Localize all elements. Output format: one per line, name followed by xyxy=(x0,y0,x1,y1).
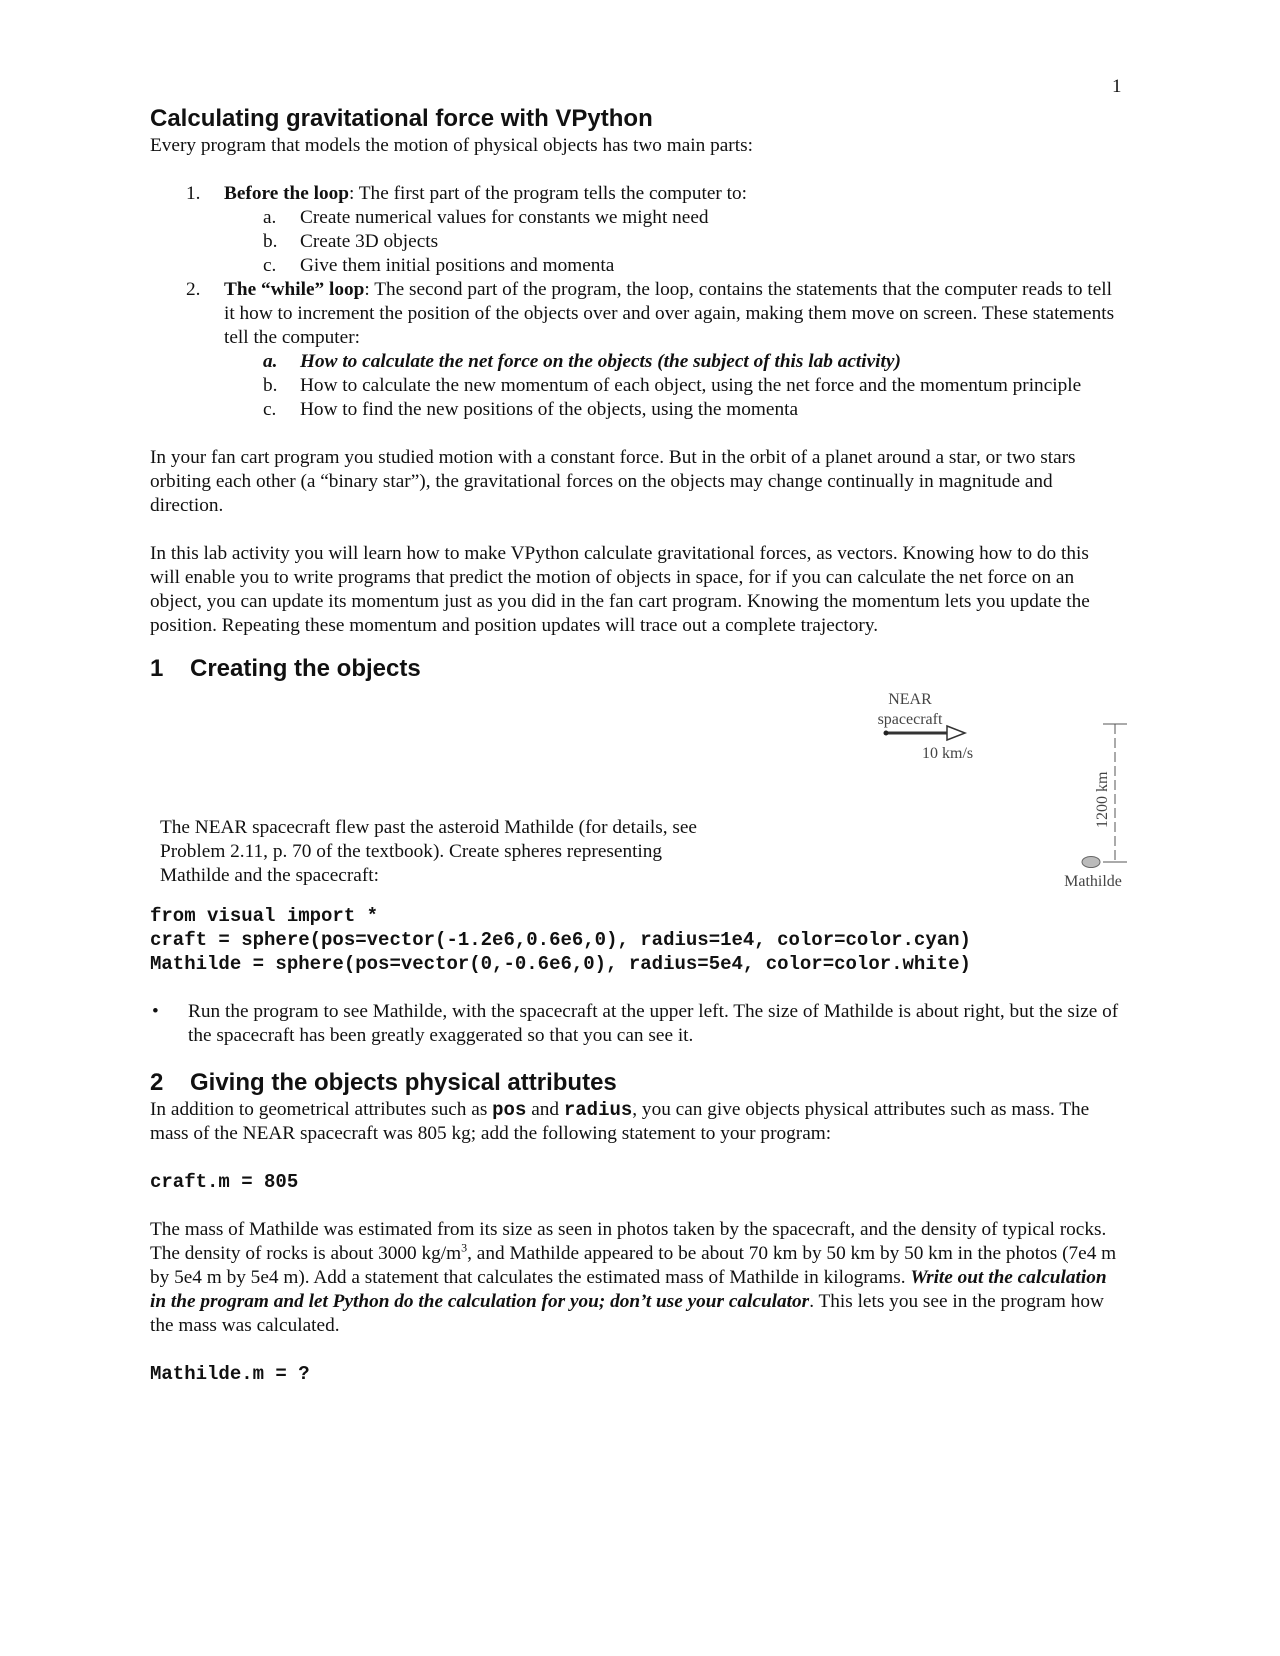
flyby-diagram xyxy=(735,686,1155,904)
code-craft-mass: craft.m = 805 xyxy=(150,1171,299,1193)
list-item-text: : The first part of the program tells the computer to: xyxy=(348,183,747,204)
text-run: and xyxy=(526,1099,564,1120)
near-description: The NEAR spacecraft flew past the asteroid Mathilde (for details, see Problem 2.11, p. 70 of the textbook). Create spheres representing Mathilde and the spacecraft: xyxy=(160,817,697,886)
craft-label-line1: NEAR xyxy=(888,691,932,708)
sublist-item-text: How to calculate the new momentum of each object, using the net force and the momentum principle xyxy=(300,375,1082,396)
near-mathilde-figure xyxy=(735,686,1155,904)
sublist-item-text: Create numerical values for constants we might need xyxy=(300,207,709,228)
sublist-marker: a. xyxy=(263,351,278,372)
text-run: The mass of Mathilde was estimated from its size as seen in photos taken by the spacecraft, and the density of typical rocks. The density of rocks is about 3000 kg/m xyxy=(150,1219,1107,1264)
code-line: craft = sphere(pos=vector(-1.2e6,0.6e6,0), radius=1e4, color=color.cyan) xyxy=(150,929,971,951)
mathilde-asteroid-icon xyxy=(1082,857,1100,868)
superscript: 3 xyxy=(461,1240,468,1255)
text-run: In addition to geometrical attributes such as xyxy=(150,1099,493,1120)
sublist-item-text: Create 3D objects xyxy=(300,231,439,252)
sublist-item xyxy=(150,374,1120,398)
sublist-item-text: How to calculate the net force on the objects (the subject of this lab activity) xyxy=(300,351,901,372)
program-parts-list xyxy=(150,182,1120,422)
run-program-bullet xyxy=(150,1000,1120,1048)
sublist-marker: c. xyxy=(263,399,277,420)
mathilde-mass-paragraph xyxy=(150,1218,1120,1338)
sublist-marker: b. xyxy=(263,375,278,396)
list-marker: 1. xyxy=(186,183,201,204)
list-item-label: Before the loop xyxy=(224,183,349,204)
bullet-marker: • xyxy=(152,1001,159,1022)
speed-label: 10 km/s xyxy=(922,745,974,762)
code-line: Mathilde = sphere(pos=vector(0,-0.6e6,0), radius=5e4, color=color.white) xyxy=(150,953,971,975)
lab-activity-paragraph: In this lab activity you will learn how to make VPython calculate gravitational forces, as vectors. Knowing how to do this will enable you to write programs that predict the motion of objects in space, for if you can calculate the net force on an object, you can update its momentum just as you did in the fan cart program. Knowing the momentum lets you update the position. Repeating these momentum and position updates will trace out a complete trajectory. xyxy=(150,543,1090,636)
sublist-item-emphasis xyxy=(150,350,1120,374)
attributes-paragraph xyxy=(150,1098,1120,1146)
velocity-arrow xyxy=(884,726,966,740)
distance-label: 1200 km xyxy=(1094,771,1111,828)
list-item-text: : The second part of the program, the loop, contains the statements that the computer reads to tell it how to increment the position of the objects over and over again, making them move on screen. These statements tell the computer: xyxy=(224,279,1115,348)
sublist-item xyxy=(150,206,1120,230)
text-run: . This lets you see in the program how the mass was calculated. xyxy=(150,1291,1104,1336)
fan-cart-paragraph: In your fan cart program you studied motion with a constant force. But in the orbit of a planet around a star, or two stars orbiting each other (a “binary star”), the gravitational forces on the objects may change continually in magnitude and direction. xyxy=(150,447,1076,516)
emphasis-text: Write out the calculation in the program and let Python do the calculation for you; don’t use your calculator xyxy=(150,1267,1107,1312)
list-marker: 2. xyxy=(186,279,201,300)
list-item-before-loop xyxy=(150,182,1120,206)
sublist-item-text: How to find the new positions of the objects, using the momenta xyxy=(300,399,799,420)
page-content xyxy=(150,104,1120,1386)
code-line: from visual import * xyxy=(150,905,379,927)
bullet-text: Run the program to see Mathilde, with the spacecraft at the upper left. The size of Mathilde is about right, but the size of the spacecraft has been greatly exaggerated so that you can see it. xyxy=(188,1001,1119,1046)
sublist-marker: b. xyxy=(263,231,278,252)
sublist-item-text: Give them initial positions and momenta xyxy=(300,255,615,276)
inline-code-radius: radius xyxy=(563,1099,633,1121)
asteroid-label: Mathilde xyxy=(1064,873,1122,890)
page-number: 1 xyxy=(1112,76,1122,97)
list-item-label: The “while” loop xyxy=(224,279,365,300)
inline-code-pos: pos xyxy=(492,1099,527,1121)
code-mathilde-mass: Mathilde.m = ? xyxy=(150,1363,310,1385)
sublist-marker: c. xyxy=(263,255,277,276)
code-block-create-objects xyxy=(150,904,1120,976)
section-title: Creating the objects xyxy=(190,655,421,682)
page-title: Calculating gravitational force with VPython xyxy=(150,105,653,132)
section-heading-creating-objects xyxy=(150,654,1120,684)
figure-row xyxy=(150,684,1120,904)
section-title: Giving the objects physical attributes xyxy=(190,1069,617,1096)
text-run: , and Mathilde appeared to be about 70 km by 50 km by 50 km in the photos (7e4 m by 5e4 m by 5e4 m). Add a statement that calculates the estimated mass of Mathilde in kilograms. xyxy=(150,1243,1117,1288)
list-item-while-loop xyxy=(150,278,1120,350)
text-run: , you can give objects physical attributes such as mass. The mass of the NEAR spacecraft was 805 kg; add the following statement to your program: xyxy=(150,1099,1090,1144)
section-heading-physical-attributes xyxy=(150,1068,1120,1098)
sublist-item xyxy=(150,230,1120,254)
section-number: 2 xyxy=(150,1069,164,1096)
intro-paragraph: Every program that models the motion of physical objects has two main parts: xyxy=(150,135,753,156)
sublist-item xyxy=(150,398,1120,422)
section-number: 1 xyxy=(150,655,164,682)
sublist-item xyxy=(150,254,1120,278)
sublist-marker: a. xyxy=(263,207,277,228)
craft-label-line2: spacecraft xyxy=(877,711,943,728)
